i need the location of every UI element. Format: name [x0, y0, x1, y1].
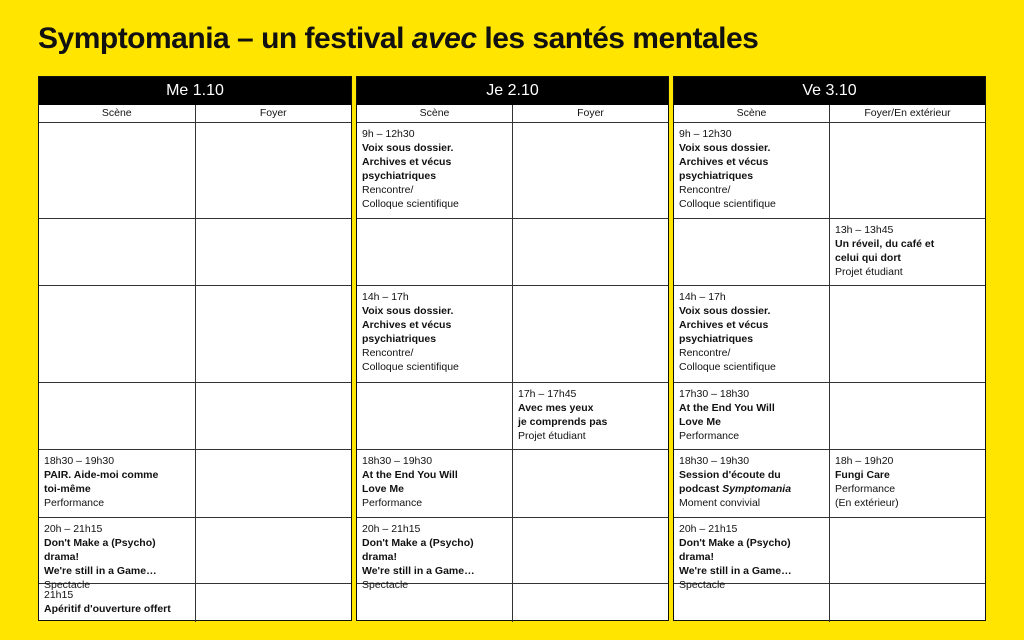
schedule-cell: [829, 450, 985, 517]
event-title: Un réveil, du café et celui qui dort: [835, 238, 935, 264]
schedule-cell: [357, 123, 512, 218]
schedule-cell: [674, 123, 829, 218]
event-time: 20h – 21h15: [679, 523, 738, 535]
col-header-scene: Scène: [101, 107, 132, 119]
title-text: Symptomania – un festival: [38, 22, 412, 55]
event-type: Performance: [679, 430, 740, 442]
schedule-cell: [674, 219, 829, 285]
schedule-cell: [674, 584, 829, 622]
time-slot-row: [357, 219, 668, 286]
schedule-cell: [674, 286, 829, 382]
schedule-cell: [357, 450, 512, 517]
event-title: Voix sous dossier. Archives et vécus psychiatriques: [362, 305, 454, 345]
time-slot-row: [39, 286, 351, 383]
event-title: Voix sous dossier. Archives et vécus psychiatriques: [679, 305, 771, 345]
event-type: Performance: [44, 497, 105, 509]
event-time: 18h30 – 19h30: [362, 455, 433, 467]
schedule-cell: [512, 450, 668, 517]
event-time: 20h – 21h15: [362, 523, 421, 535]
page-title: [38, 22, 758, 56]
event-type: Rencontre/ Colloque scientifique: [679, 184, 776, 210]
time-slot-row: [357, 123, 668, 219]
event-title: Don't Make a (Psycho) drama! We're still in a Game…: [44, 537, 157, 577]
schedule-cell: [39, 518, 195, 591]
event-title: Don't Make a (Psycho) drama! We're still in a Game…: [679, 537, 792, 577]
schedule-cell: [195, 383, 352, 449]
event-title: Apéritif d'ouverture offert: [44, 603, 171, 615]
col-header-scene: Scène: [736, 107, 767, 119]
event-type: Moment convivial: [679, 497, 761, 509]
event-title: Voix sous dossier. Archives et vécus psychiatriques: [679, 142, 771, 182]
schedule-cell: [357, 584, 512, 622]
event-type: Rencontre/ Colloque scientifique: [679, 347, 776, 373]
schedule-cell: [195, 123, 352, 218]
schedule-cell: [195, 518, 352, 583]
time-slot-row: [674, 219, 985, 286]
schedule-cell: [829, 383, 985, 449]
schedule-cell: [39, 450, 195, 517]
time-slot-row: [674, 450, 985, 518]
col-header-foyer: Foyer: [512, 105, 668, 122]
time-slot-row: [357, 584, 668, 622]
event-time: 18h30 – 19h30: [679, 455, 750, 467]
schedule-cell: [39, 383, 195, 449]
column-headers: [674, 105, 985, 123]
event-time: 18h30 – 19h30: [44, 455, 115, 467]
schedule-cell: [512, 584, 668, 622]
schedule-cell: [674, 450, 829, 517]
time-slot-row: [357, 518, 668, 591]
schedule-cell: [512, 286, 668, 382]
schedule-cell: [829, 123, 985, 218]
schedule-cell: [512, 219, 668, 285]
event-time: 17h30 – 18h30: [679, 388, 750, 400]
day-header: Me 1.10: [39, 77, 351, 105]
event-time: 18h – 19h20: [835, 455, 894, 467]
title-emphasis: avec: [411, 22, 477, 55]
schedule-cell: [357, 286, 512, 382]
event-time: 17h – 17h45: [518, 388, 577, 400]
day-column-thu: [356, 76, 669, 621]
time-slot-row: [674, 584, 985, 622]
schedule-cell: [829, 286, 985, 382]
event-title: At the End You Will Love Me: [679, 402, 775, 428]
time-slot-row: [39, 383, 351, 450]
schedule-cell: [39, 584, 195, 622]
event-time: 9h – 12h30: [362, 128, 415, 140]
schedule-cell: [512, 383, 668, 449]
event-type: Spectacle: [679, 579, 726, 591]
schedule-cell: [39, 286, 195, 382]
time-slot-row: [674, 123, 985, 219]
column-headers: [39, 105, 351, 123]
title-text-end: les santés mentales: [476, 22, 759, 55]
event-type: Performance: [362, 497, 423, 509]
event-type: Rencontre/ Colloque scientifique: [362, 347, 459, 373]
event-time: 9h – 12h30: [679, 128, 732, 140]
schedule-cell: [829, 584, 985, 622]
event-time: 14h – 17h: [362, 291, 409, 303]
time-slot-row: [674, 383, 985, 450]
schedule-cell: [357, 219, 512, 285]
time-slot-row: [39, 450, 351, 518]
event-title: Avec mes yeux je comprends pas: [518, 402, 608, 428]
time-slot-row: [39, 219, 351, 286]
schedule-cell: [674, 383, 829, 449]
event-title: PAIR. Aide-moi comme toi-même: [44, 469, 159, 495]
schedule-cell: [512, 518, 668, 583]
event-type: Rencontre/ Colloque scientifique: [362, 184, 459, 210]
event-time: 13h – 13h45: [835, 224, 894, 236]
schedule-cell: [195, 450, 352, 517]
event-time: 20h – 21h15: [44, 523, 103, 535]
schedule-cell: [195, 286, 352, 382]
schedule-cell: [829, 219, 985, 285]
event-type: Projet étudiant: [835, 266, 903, 278]
event-time: 14h – 17h: [679, 291, 726, 303]
time-slot-row: [674, 286, 985, 383]
event-type: Spectacle: [44, 579, 91, 591]
event-title: Don't Make a (Psycho) drama! We're still in a Game…: [362, 537, 475, 577]
col-header-scene: Scène: [419, 107, 450, 119]
time-slot-row: [39, 518, 351, 591]
schedule-cell: [195, 219, 352, 285]
day-header: Je 2.10: [357, 77, 668, 105]
time-slot-row: [357, 383, 668, 450]
event-title: Fungi Care: [835, 469, 890, 481]
event-type: Performance (En extérieur): [835, 483, 899, 509]
event-title: Session d'écoute du podcast Symptomania: [679, 469, 792, 495]
schedule-cell: [674, 518, 829, 591]
time-slot-row: [357, 450, 668, 518]
col-header-foyer: Foyer: [195, 105, 352, 122]
day-column-wed: [38, 76, 352, 621]
schedule-cell: [195, 584, 352, 622]
day-column-fri: [673, 76, 986, 621]
event-title: Voix sous dossier. Archives et vécus psychiatriques: [362, 142, 454, 182]
time-slot-row: [357, 286, 668, 383]
col-header-foyer: Foyer/En extérieur: [829, 105, 985, 122]
event-title: At the End You Will Love Me: [362, 469, 458, 495]
column-headers: [357, 105, 668, 123]
time-slot-row: [674, 518, 985, 591]
schedule-cell: [39, 219, 195, 285]
schedule-cell: [39, 123, 195, 218]
time-slot-row: [39, 123, 351, 219]
schedule-cell: [357, 383, 512, 449]
schedule-cell: [357, 518, 512, 591]
event-type: Spectacle: [362, 579, 409, 591]
event-type: Projet étudiant: [518, 430, 586, 442]
schedule-cell: [829, 518, 985, 583]
day-header: Ve 3.10: [674, 77, 985, 105]
time-slot-row: [39, 584, 351, 622]
schedule-cell: [512, 123, 668, 218]
event-time: 21h15: [44, 589, 74, 601]
